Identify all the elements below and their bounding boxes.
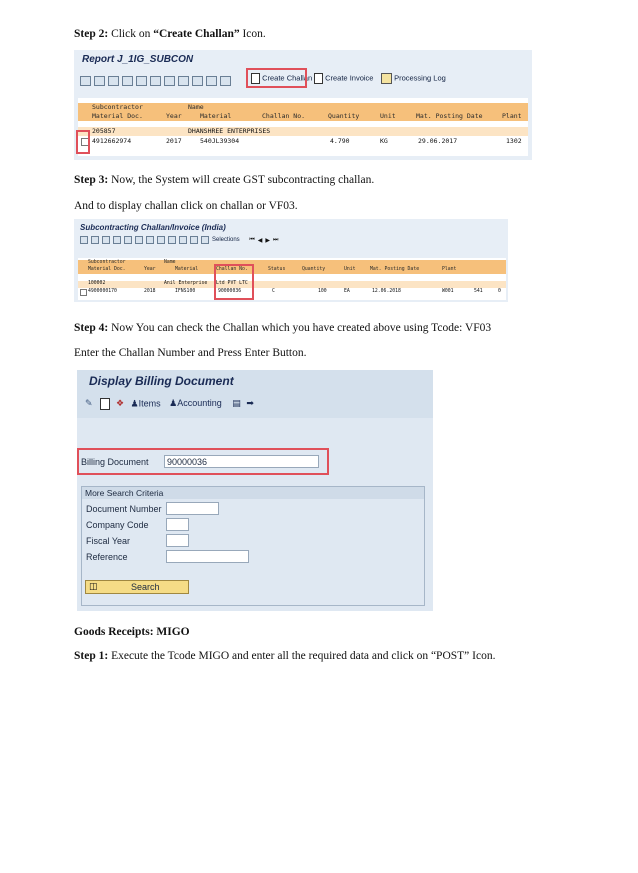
flow-icon[interactable]: ❖	[116, 398, 125, 409]
col-name: Name	[164, 260, 176, 265]
cell-challan-no[interactable]: 90000036	[218, 289, 242, 294]
create-invoice-label: Create Invoice	[325, 73, 374, 83]
step4-line	[74, 321, 491, 335]
challan-toolbar	[80, 236, 508, 246]
check-icon[interactable]	[80, 236, 88, 244]
fiscal-year-label: Fiscal Year	[86, 536, 131, 546]
step3-line	[74, 173, 374, 187]
col-material-doc: Material Doc.	[92, 112, 143, 120]
grid-icon[interactable]	[91, 236, 99, 244]
cell-name: DHANSHREE ENTERPRISES	[188, 127, 271, 135]
edit-icon[interactable]: ✎	[85, 398, 93, 409]
next-page-icon[interactable]: ▶	[265, 237, 271, 244]
cell-plant: W001	[442, 289, 454, 294]
col-material: Material	[200, 112, 232, 120]
hierarchy-icon[interactable]: ▤	[232, 398, 241, 409]
criteria-title: More Search Criteria	[85, 488, 164, 498]
step1-line	[74, 649, 495, 663]
table-row[interactable]	[78, 137, 528, 146]
filter-icon[interactable]	[136, 76, 147, 86]
accounting-label: Accounting	[177, 398, 222, 409]
report-screenshot	[74, 50, 532, 160]
cell-subcontractor: 100002	[88, 281, 106, 286]
create-invoice-button[interactable]	[314, 73, 373, 84]
col-name: Name	[188, 103, 204, 111]
challan-table	[78, 258, 506, 300]
create-challan-label: Create Challan	[262, 73, 313, 83]
col-plant: Plant	[502, 112, 522, 120]
graph-icon[interactable]	[179, 236, 187, 244]
cell-year: 2018	[144, 289, 156, 294]
row-checkbox[interactable]	[80, 289, 87, 296]
cell-unit: KG	[380, 137, 388, 145]
col-material-doc: Material Doc.	[88, 267, 126, 272]
col-challan-no: Challan No.	[262, 112, 306, 120]
search-button[interactable]	[85, 580, 189, 594]
billing-title: Display Billing Document	[89, 374, 234, 388]
table-row	[78, 281, 506, 288]
list-icon[interactable]	[108, 76, 119, 86]
subtotal-icon[interactable]	[178, 76, 189, 86]
sum-icon[interactable]	[135, 236, 143, 244]
billing-document-label: Billing Document	[81, 457, 149, 467]
col-unit: Unit	[344, 267, 356, 272]
step2-text: Click on	[108, 28, 154, 40]
table-row	[78, 127, 528, 136]
selections-icon[interactable]	[201, 236, 209, 244]
step2-label: Step 2:	[74, 28, 109, 40]
items-icon: ♟	[130, 398, 139, 409]
export-icon[interactable]	[157, 236, 165, 244]
step1-text: Execute the Tcode MIGO and enter all the required data and click on “POST” Icon.	[108, 650, 496, 662]
challan-screenshot	[74, 219, 508, 302]
cell-posting-date: 12.06.2018	[372, 289, 401, 294]
layout-icon[interactable]	[220, 76, 231, 86]
cell-extra: 0	[498, 289, 501, 294]
step2-bold: “Create Challan”	[153, 28, 240, 40]
col-posting-date: Mat. Posting Date	[416, 112, 483, 120]
step4-label: Step 4:	[74, 322, 109, 334]
fiscal-year-input[interactable]	[166, 534, 189, 547]
print-icon[interactable]	[146, 236, 154, 244]
layout-icon[interactable]	[168, 236, 176, 244]
filter-icon[interactable]	[124, 236, 132, 244]
accounting-icon: ♟	[169, 398, 178, 409]
accounting-button[interactable]	[169, 398, 222, 408]
list-icon[interactable]	[102, 236, 110, 244]
display-challan-line: And to display challan click on challan or VF03.	[74, 200, 298, 212]
cell-material-doc: 4912662974	[92, 137, 132, 145]
info-icon[interactable]	[190, 236, 198, 244]
company-code-label: Company Code	[86, 520, 149, 530]
criteria-title-bar	[82, 487, 424, 499]
processing-log-label: Processing Log	[394, 73, 446, 83]
table-header	[78, 260, 506, 274]
search-label: Search	[131, 582, 160, 592]
new-document-icon[interactable]	[100, 398, 110, 410]
grid-icon[interactable]	[94, 76, 105, 86]
binoculars-icon: ◫	[89, 581, 98, 591]
sum-icon[interactable]	[164, 76, 175, 86]
last-page-icon[interactable]: ⏭	[273, 236, 279, 243]
report-toolbar	[80, 72, 256, 84]
cell-material-doc: 4900000170	[88, 289, 117, 294]
report-title: Report J_1IG_SUBCON	[82, 54, 194, 65]
more-search-criteria-group	[81, 486, 425, 606]
checkbox-highlight	[76, 130, 90, 154]
goods-receipts-heading: Goods Receipts: MIGO	[74, 626, 190, 638]
col-status: Status	[268, 267, 286, 272]
first-page-icon[interactable]: ⏮	[249, 236, 255, 243]
col-quantity: Quantity	[328, 112, 360, 120]
export-icon[interactable]	[206, 76, 217, 86]
check-icon[interactable]	[80, 76, 91, 86]
table-header	[78, 103, 528, 121]
reference-label: Reference	[86, 552, 128, 562]
challan-no-highlight	[214, 264, 254, 300]
items-button[interactable]	[131, 398, 161, 408]
challan-title: Subcontracting Challan/Invoice (India)	[80, 223, 226, 232]
document-icon	[314, 73, 323, 84]
cell-name: Anil Enterprise	[164, 281, 208, 286]
col-year: Year	[144, 267, 156, 272]
cell-status: C	[272, 289, 275, 294]
cell-posting-date: 29.06.2017	[418, 137, 458, 145]
cell-plant: 1302	[506, 137, 522, 145]
billing-toolbar	[85, 398, 254, 410]
col-subcontractor: Subcontractor	[92, 103, 143, 111]
cell-material: IFNS100	[175, 289, 196, 294]
billing-screenshot	[77, 370, 433, 611]
table-row[interactable]	[78, 289, 506, 296]
step4-text: Now You can check the Challan which you have created above using Tcode: VF03	[108, 322, 492, 334]
prev-page-icon[interactable]: ◀	[257, 237, 263, 244]
step2-post: Icon.	[239, 28, 266, 40]
col-unit: Unit	[380, 112, 396, 120]
col-subcontractor: Subcontractor	[88, 260, 126, 265]
cell-subcontractor: 205857	[92, 127, 116, 135]
cell-movement-type: 541	[474, 289, 483, 294]
document-number-label: Document Number	[86, 504, 162, 514]
processing-log-button[interactable]	[381, 73, 446, 84]
cell-quantity: 4.790	[330, 137, 350, 145]
col-challan-no: Challan No.	[216, 267, 248, 272]
billing-document-highlight	[77, 448, 329, 475]
col-plant: Plant	[442, 267, 457, 272]
step2-line	[74, 27, 266, 41]
sort-icon[interactable]	[113, 236, 121, 244]
sort-asc-icon[interactable]	[122, 76, 133, 86]
create-challan-highlight	[246, 68, 307, 88]
report-table	[78, 98, 528, 156]
cell-material: 540JL39304	[200, 137, 240, 145]
cell-quantity: 100	[318, 289, 327, 294]
filter-set-icon[interactable]	[150, 76, 161, 86]
col-material: Material	[175, 267, 199, 272]
col-posting-date: Mat. Posting Date	[370, 267, 420, 272]
company-code-input[interactable]	[166, 518, 189, 531]
step3-label: Step 3:	[74, 174, 109, 186]
log-icon	[381, 73, 392, 84]
cell-name-cont: Ltd PVT LTC	[216, 281, 248, 286]
step1-label: Step 1:	[74, 650, 109, 662]
enter-challan-line: Enter the Challan Number and Press Enter Button.	[74, 347, 307, 359]
cell-unit: EA	[344, 289, 350, 294]
items-label: Items	[138, 398, 161, 409]
col-quantity: Quantity	[302, 267, 326, 272]
reference-input[interactable]	[166, 550, 249, 563]
print-icon[interactable]	[192, 76, 203, 86]
document-number-input[interactable]	[166, 502, 219, 515]
col-year: Year	[166, 112, 182, 120]
step3-text: Now, the System will create GST subcontracting challan.	[108, 174, 375, 186]
output-icon[interactable]: ➡	[246, 398, 254, 409]
selections-label[interactable]: Selections	[212, 237, 240, 243]
cell-year: 2017	[166, 137, 182, 145]
